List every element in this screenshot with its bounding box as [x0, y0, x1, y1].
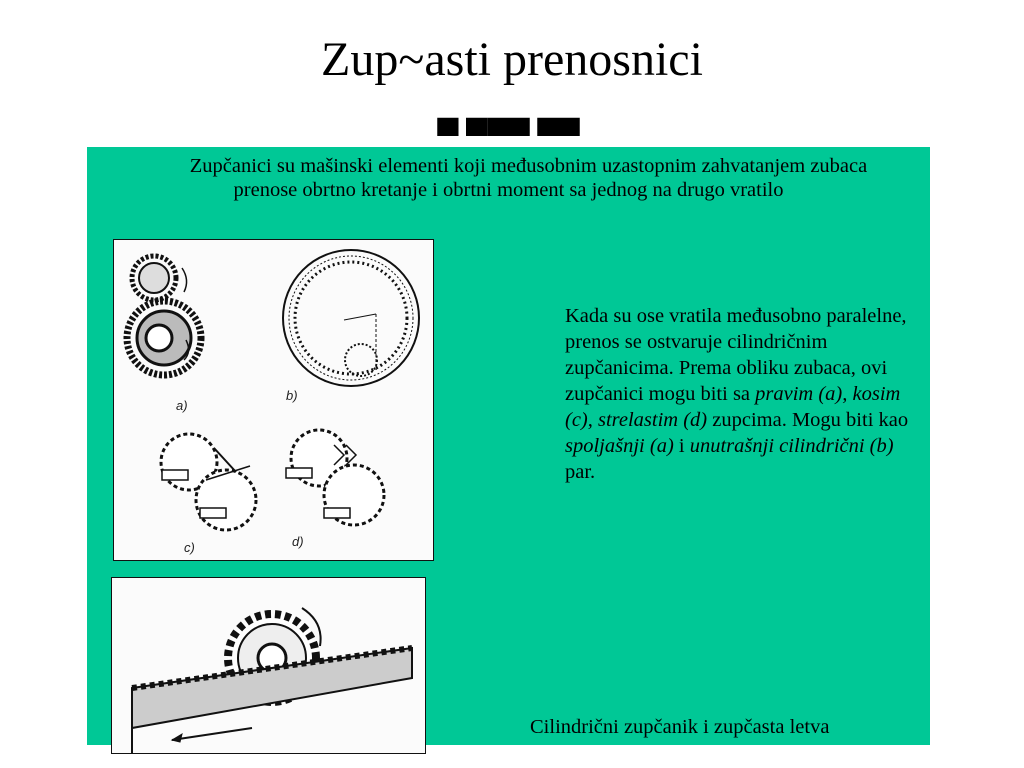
intro-line-1: Zupčanici su mašinski elementi koji međusobnim uzastopnim zahvatanjem zubaca	[189, 155, 868, 177]
description-part-1: Kada su ose vratila međusobno paralelne, prenos se ostvaruje cilindričnim zupčanicima. Prema obliku zubaca, ovi zupčanici mogu biti sa	[565, 305, 907, 405]
herringbone-gears	[286, 430, 384, 525]
label-b: b)	[286, 388, 298, 403]
description-italic-1: pravim (a), kosim (c), strelastim (d)	[565, 383, 901, 431]
gear-rack-figure	[111, 577, 426, 754]
description-part-3: i	[673, 435, 690, 457]
internal-gear-ring	[283, 250, 419, 386]
figure-caption: Cilindrični zupčanik i zupčasta letva	[530, 716, 830, 738]
slide-title: Zup~asti prenosnici	[321, 33, 703, 86]
description-text	[565, 303, 925, 485]
gear-types-drawing	[114, 240, 433, 560]
label-c: c)	[184, 540, 195, 555]
content-panel	[87, 119, 930, 745]
gear-rack-drawing	[112, 578, 425, 753]
description-italic-3: unutrašnji cilindrični (b)	[689, 435, 894, 457]
description-part-2: zupcima. Mogu biti kao	[707, 409, 909, 431]
cutoff-heading-remnant: ▀ ▀▀▀ ▀▀	[437, 119, 580, 152]
label-a: a)	[176, 398, 188, 413]
description-part-4: par.	[565, 461, 596, 483]
description-italic-2: spoljašnji (a)	[565, 435, 674, 457]
gear-types-figure	[113, 239, 434, 561]
helical-gears	[161, 434, 256, 530]
intro-text	[87, 154, 930, 202]
label-d: d)	[292, 534, 304, 549]
intro-line-2: prenose obrtno kretanje i obrtni moment sa jednog na drugo vratilo	[233, 179, 784, 201]
external-spur-gear-pair	[127, 256, 201, 375]
